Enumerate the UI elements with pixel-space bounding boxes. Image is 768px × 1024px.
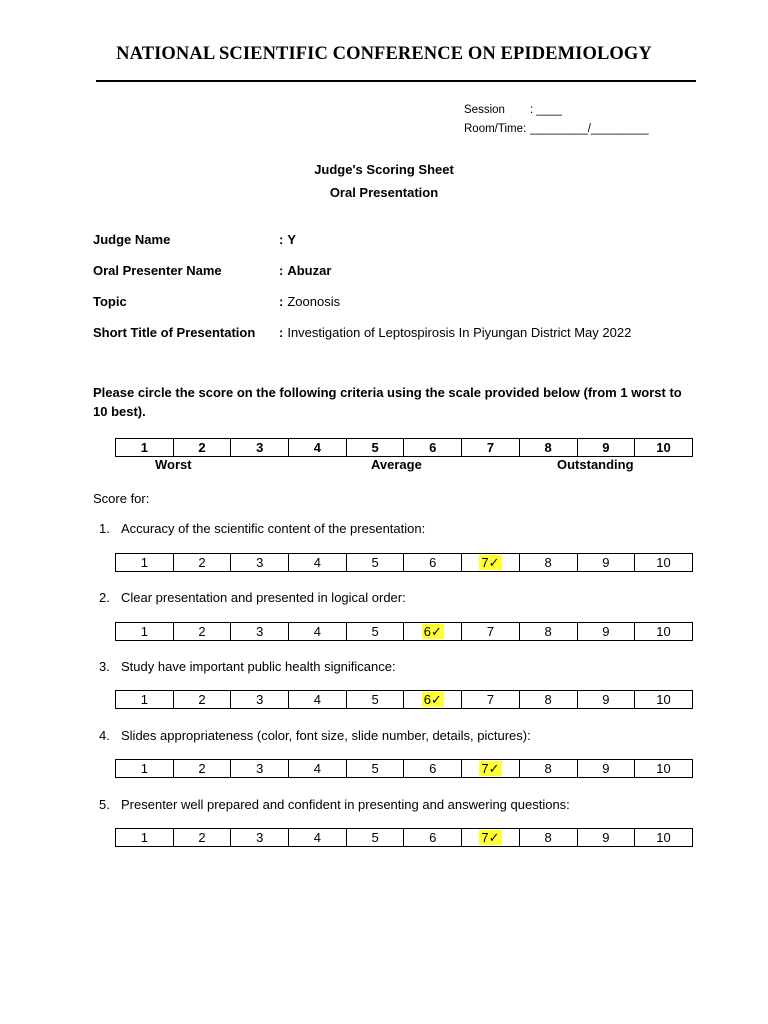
score-cell-9[interactable]: 9	[577, 760, 635, 778]
score-cell-7[interactable]: 7	[462, 623, 520, 641]
selected-score	[479, 830, 501, 845]
score-cell-5[interactable]: 5	[346, 691, 404, 709]
roomtime-value: _________/_________	[530, 123, 649, 135]
colon: :	[279, 263, 284, 278]
session-label: Session	[464, 104, 505, 116]
legend-cell-3: 3	[231, 439, 289, 457]
score-table-4	[115, 759, 693, 778]
score-cell-9[interactable]: 9	[577, 691, 635, 709]
score-cell-10[interactable]: 10	[635, 691, 693, 709]
roomtime-label: Room/Time:	[464, 123, 527, 135]
title-underline	[96, 80, 696, 82]
score-cell-2[interactable]: 2	[173, 623, 231, 641]
legend-outstanding: Outstanding	[557, 457, 634, 472]
score-cell-3[interactable]: 3	[231, 691, 289, 709]
presenter-label: Oral Presenter Name	[93, 263, 222, 278]
info-block	[93, 232, 631, 356]
legend-cell-2: 2	[173, 439, 231, 457]
score-cell-6[interactable]	[404, 623, 462, 641]
legend-cell-1: 1	[116, 439, 174, 457]
selected-score-value: 7	[481, 829, 489, 845]
score-table-5	[115, 828, 693, 847]
topic-row	[93, 294, 631, 325]
score-cell-2[interactable]: 2	[173, 691, 231, 709]
judge-label: Judge Name	[93, 232, 171, 247]
criterion-number: 4.	[99, 728, 110, 743]
judge-value: Y	[287, 232, 297, 247]
score-cell-6[interactable]: 6	[404, 760, 462, 778]
score-cell-5[interactable]: 5	[346, 760, 404, 778]
legend-cell-6: 6	[404, 439, 462, 457]
criterion-number: 5.	[99, 797, 110, 812]
score-cell-4[interactable]: 4	[289, 623, 347, 641]
score-cell-3[interactable]: 3	[231, 760, 289, 778]
score-for-label: Score for:	[93, 491, 150, 506]
legend-cell-8: 8	[519, 439, 577, 457]
score-cell-3[interactable]: 3	[231, 623, 289, 641]
score-cell-3[interactable]: 3	[231, 829, 289, 847]
check-icon: ✓	[430, 691, 442, 707]
score-cell-3[interactable]: 3	[231, 554, 289, 572]
criterion-5	[99, 797, 570, 812]
selected-score	[479, 761, 501, 776]
legend-cell-5: 5	[346, 439, 404, 457]
score-cell-10[interactable]: 10	[635, 554, 693, 572]
score-cell-10[interactable]: 10	[635, 829, 693, 847]
criterion-text: Presenter well prepared and confident in presenting and answering questions:	[121, 797, 570, 812]
selected-score	[422, 624, 444, 639]
score-cell-10[interactable]: 10	[635, 623, 693, 641]
score-cell-7[interactable]	[462, 554, 520, 572]
criterion-text: Study have important public health significance:	[121, 659, 396, 674]
criterion-3	[99, 659, 396, 674]
topic-label: Topic	[93, 294, 127, 309]
score-cell-1[interactable]: 1	[116, 829, 174, 847]
legend-average: Average	[371, 457, 422, 472]
legend-cell-7: 7	[462, 439, 520, 457]
score-cell-2[interactable]: 2	[173, 829, 231, 847]
score-cell-5[interactable]: 5	[346, 829, 404, 847]
short-title-row	[93, 325, 631, 356]
session-value: : ____	[530, 104, 562, 116]
legend-worst: Worst	[155, 457, 192, 472]
criterion-number: 3.	[99, 659, 110, 674]
legend-cell-4: 4	[289, 439, 347, 457]
check-icon: ✓	[488, 760, 500, 776]
selected-score	[422, 692, 444, 707]
criterion-2	[99, 590, 406, 605]
criterion-1	[99, 521, 425, 536]
criterion-text: Slides appropriateness (color, font size, slide number, details, pictures):	[121, 728, 531, 743]
score-cell-7[interactable]: 7	[462, 691, 520, 709]
score-cell-9[interactable]: 9	[577, 623, 635, 641]
score-cell-9[interactable]: 9	[577, 554, 635, 572]
score-cell-8[interactable]: 8	[519, 760, 577, 778]
score-cell-10[interactable]: 10	[635, 760, 693, 778]
selected-score	[479, 555, 501, 570]
score-cell-6[interactable]	[404, 691, 462, 709]
score-cell-1[interactable]: 1	[116, 691, 174, 709]
score-cell-1[interactable]: 1	[116, 760, 174, 778]
score-cell-5[interactable]: 5	[346, 623, 404, 641]
page-title: NATIONAL SCIENTIFIC CONFERENCE ON EPIDEMIOLOGY	[116, 44, 652, 64]
score-cell-5[interactable]: 5	[346, 554, 404, 572]
short-title-value: Investigation of Leptospirosis In Piyungan District May 2022	[287, 325, 632, 340]
legend-cell-10: 10	[635, 439, 693, 457]
presenter-row	[93, 263, 631, 294]
score-cell-7[interactable]	[462, 829, 520, 847]
score-table-1	[115, 553, 693, 572]
criterion-4	[99, 728, 531, 743]
score-cell-9[interactable]: 9	[577, 829, 635, 847]
selected-score-value: 7	[481, 554, 489, 570]
presenter-value: Abuzar	[287, 263, 332, 278]
topic-value: Zoonosis	[287, 294, 341, 309]
score-cell-6[interactable]: 6	[404, 554, 462, 572]
score-cell-7[interactable]	[462, 760, 520, 778]
score-cell-4[interactable]: 4	[289, 691, 347, 709]
score-table-3	[115, 690, 693, 709]
score-table-2	[115, 622, 693, 641]
criterion-text: Accuracy of the scientific content of the presentation:	[121, 521, 426, 536]
score-cell-2[interactable]: 2	[173, 554, 231, 572]
criterion-number: 1.	[99, 521, 110, 536]
check-icon: ✓	[488, 554, 500, 570]
score-cell-4[interactable]: 4	[289, 760, 347, 778]
score-cell-2[interactable]: 2	[173, 760, 231, 778]
score-cell-1[interactable]: 1	[116, 623, 174, 641]
selected-score-value: 6	[423, 623, 431, 639]
check-icon: ✓	[488, 829, 500, 845]
score-cell-8[interactable]: 8	[519, 623, 577, 641]
score-cell-4[interactable]: 4	[289, 554, 347, 572]
legend-scale-table	[115, 438, 693, 457]
check-icon: ✓	[430, 623, 442, 639]
colon: :	[279, 294, 284, 309]
score-cell-8[interactable]: 8	[519, 829, 577, 847]
short-title-label: Short Title of Presentation	[93, 325, 256, 340]
score-cell-8[interactable]: 8	[519, 554, 577, 572]
criterion-text: Clear presentation and presented in logical order:	[121, 590, 406, 605]
instruction-text: Please circle the score on the following criteria using the scale provided below (from 1 worst to 10 best).	[93, 385, 682, 419]
session-block	[464, 101, 649, 139]
sheet-subtitle: Oral Presentation	[329, 185, 439, 200]
score-cell-1[interactable]: 1	[116, 554, 174, 572]
selected-score-value: 7	[481, 760, 489, 776]
sheet-title: Judge's Scoring Sheet	[314, 162, 454, 177]
selected-score-value: 6	[423, 691, 431, 707]
colon: :	[279, 325, 284, 340]
score-cell-6[interactable]: 6	[404, 829, 462, 847]
criterion-number: 2.	[99, 590, 110, 605]
judge-row	[93, 232, 631, 263]
score-cell-8[interactable]: 8	[519, 691, 577, 709]
colon: :	[279, 232, 284, 247]
score-cell-4[interactable]: 4	[289, 829, 347, 847]
legend-cell-9: 9	[577, 439, 635, 457]
